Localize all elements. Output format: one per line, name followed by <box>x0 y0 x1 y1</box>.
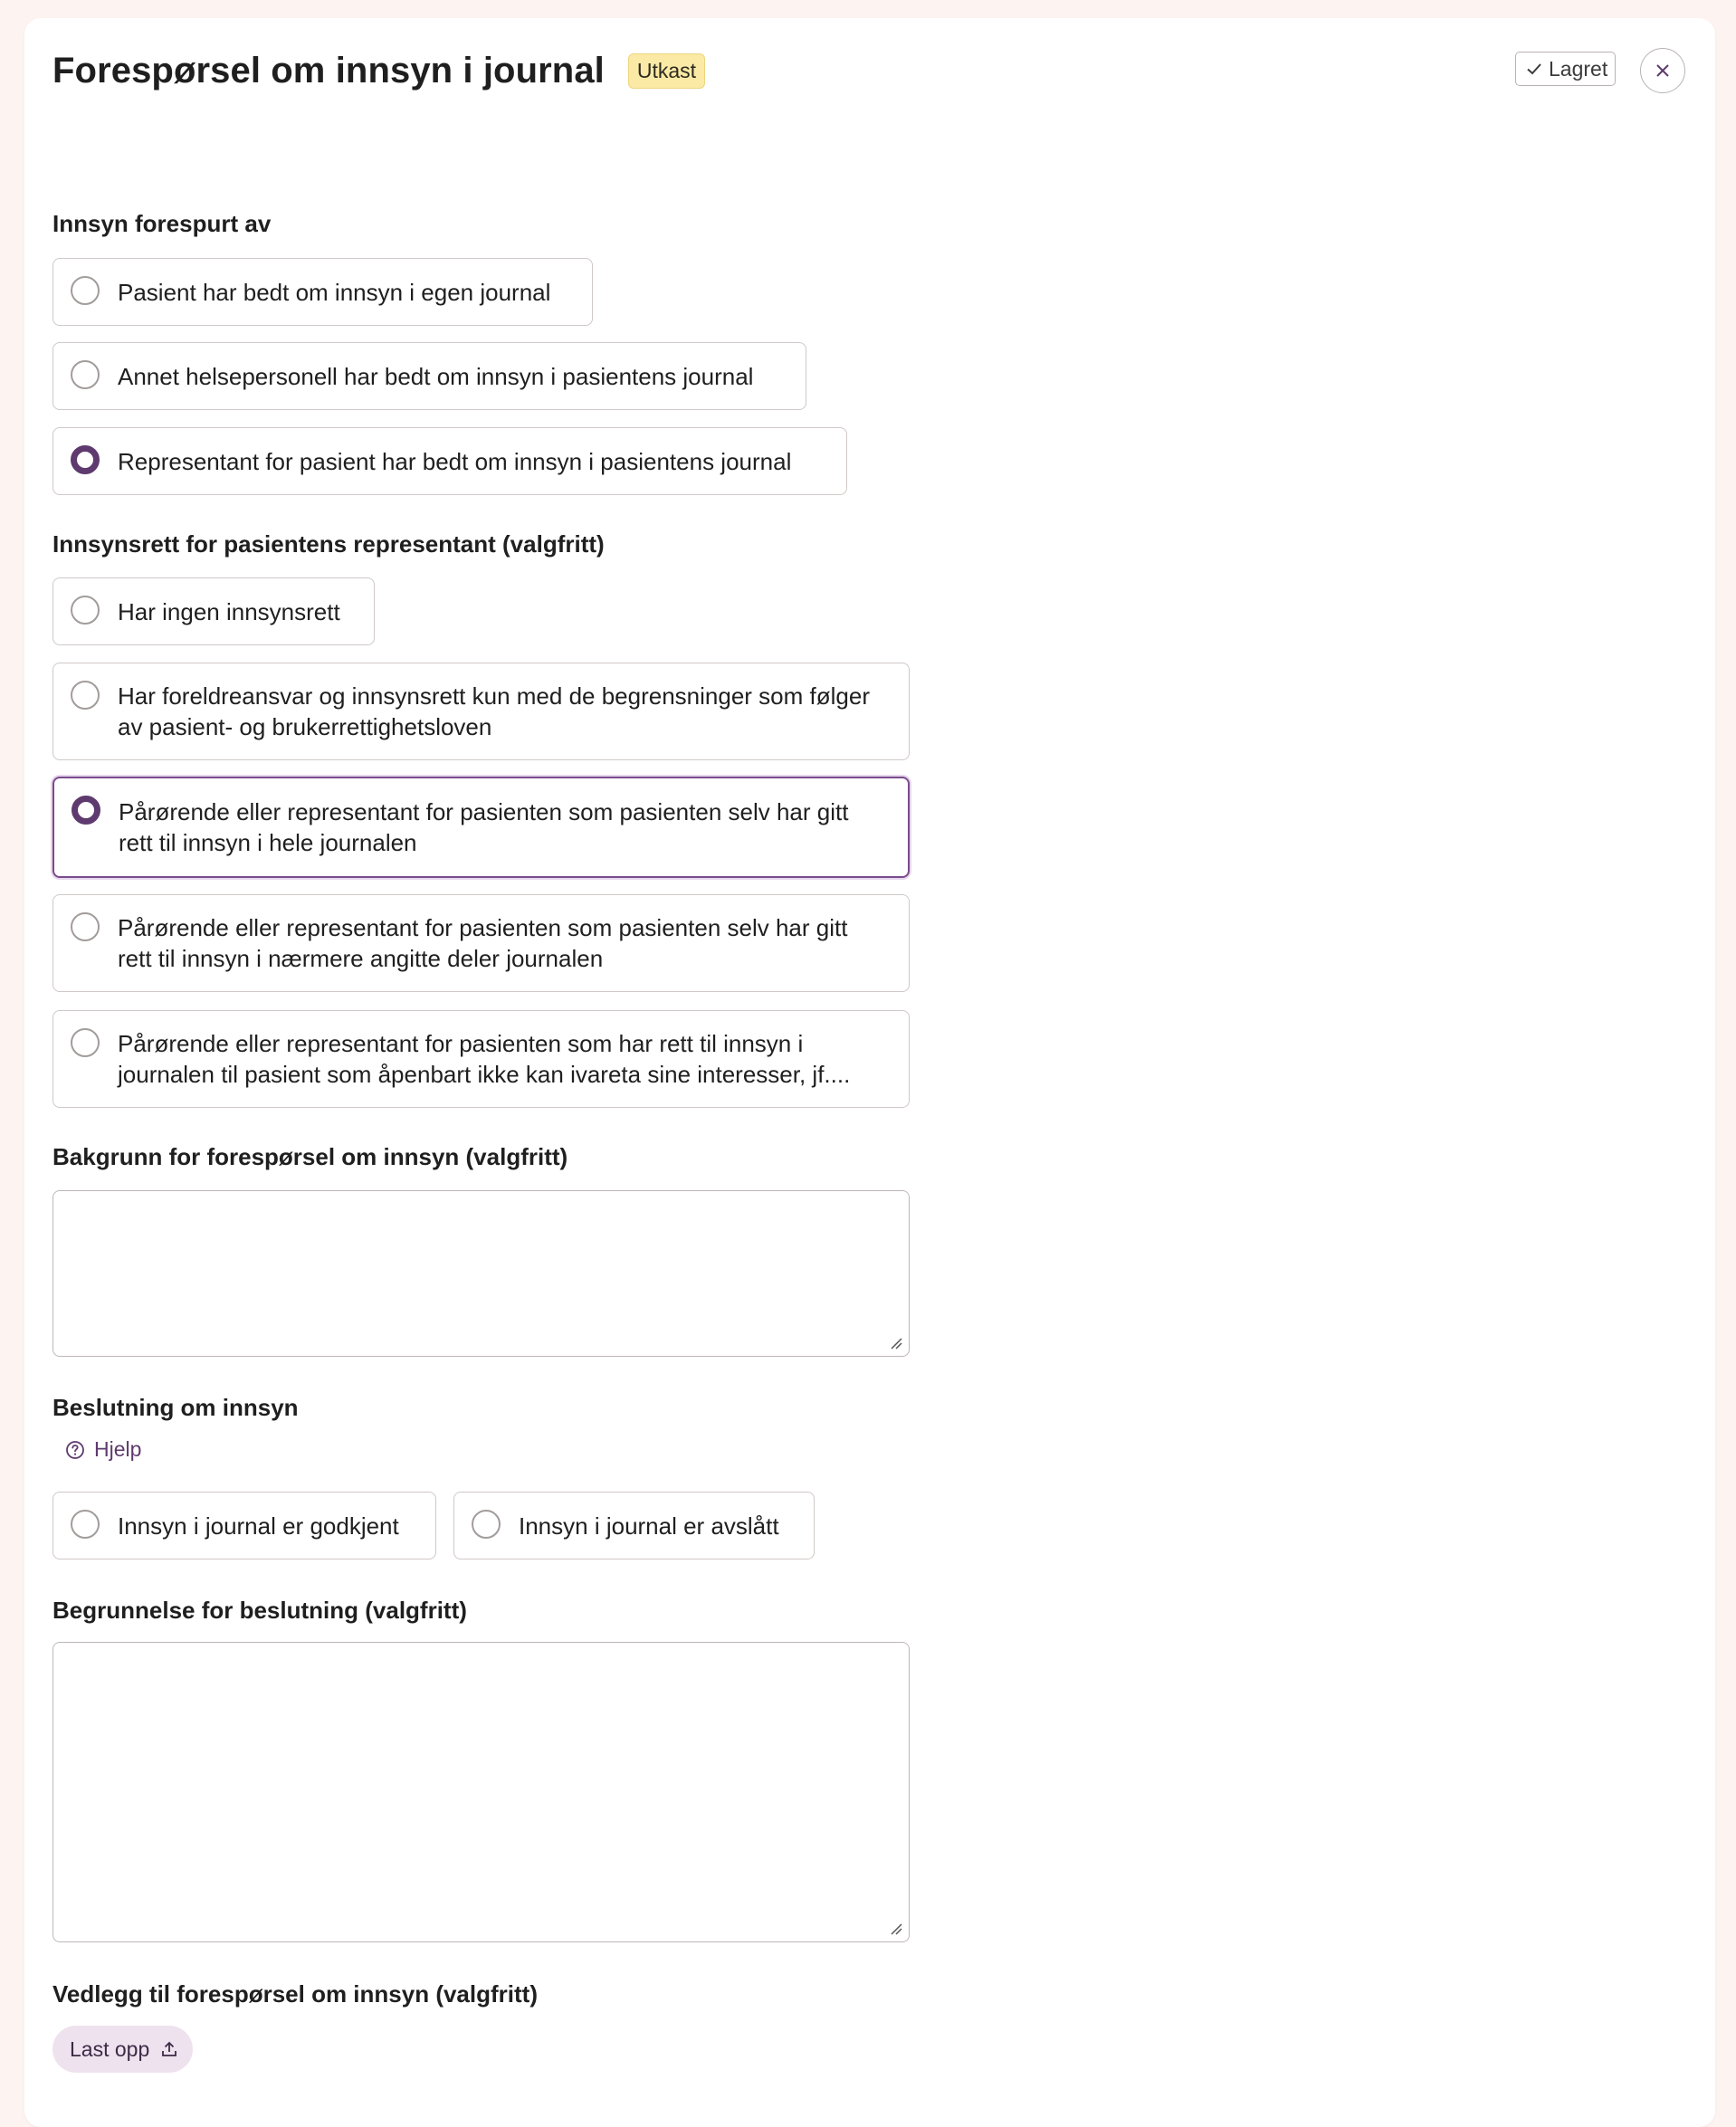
background-label: Bakgrunn for forespørsel om innsyn (valgfritt) <box>52 1143 568 1170</box>
radio-button[interactable] <box>71 681 100 710</box>
radio-button-checked[interactable] <box>72 796 100 825</box>
upload-icon <box>160 2040 178 2058</box>
upload-button[interactable] <box>52 2026 193 2073</box>
header <box>52 33 705 109</box>
option-label: Har ingen innsynsrett <box>118 597 340 625</box>
decision-label: Beslutning om innsyn <box>52 1394 299 1421</box>
decision-reason-label: Begrunnelse for beslutning (valgfritt) <box>52 1597 467 1624</box>
option-label: Annet helsepersonell har bedt om innsyn i pasientens journal <box>118 362 754 390</box>
option-partial-journal-access[interactable] <box>52 894 910 992</box>
radio-button[interactable] <box>71 276 100 305</box>
option-patient-own-journal[interactable] <box>52 258 593 326</box>
option-incapacitated-patient-access[interactable] <box>52 1010 910 1108</box>
radio-button-checked[interactable] <box>71 445 100 474</box>
page-title: Forespørsel om innsyn i journal <box>52 50 605 91</box>
option-full-journal-access[interactable] <box>52 777 910 878</box>
option-parental-responsibility[interactable] <box>52 663 910 760</box>
option-label: Innsyn i journal er avslått <box>519 1512 779 1540</box>
upload-label: Last opp <box>70 2036 150 2061</box>
attachments-label: Vedlegg til forespørsel om innsyn (valgfritt) <box>52 1980 538 2008</box>
radio-button[interactable] <box>71 1028 100 1057</box>
requested-by-label: Innsyn forespurt av <box>52 210 272 237</box>
status-badge: Utkast <box>628 53 705 89</box>
checkmark-icon <box>1525 60 1543 78</box>
option-label: Pasient har bedt om innsyn i egen journal <box>118 278 551 306</box>
option-access-denied[interactable] <box>453 1492 815 1559</box>
decision-reason-textarea[interactable] <box>52 1642 910 1942</box>
radio-button[interactable] <box>71 1510 100 1539</box>
option-other-health-personnel[interactable] <box>52 342 806 410</box>
close-button[interactable] <box>1640 48 1685 93</box>
resize-handle-icon[interactable] <box>889 1922 903 1936</box>
option-label: Innsyn i journal er godkjent <box>118 1512 399 1540</box>
option-label: Pårørende eller representant for pasienten som pasienten selv har gitt rett til innsyn i nærmere angitte deler journalen <box>118 914 848 972</box>
option-label: Pårørende eller representant for pasienten som har rett til innsyn i journalen til pasient som åpenbart ikke kan ivareta sine interesser, jf.... <box>118 1030 851 1088</box>
radio-button[interactable] <box>472 1510 501 1539</box>
question-circle-icon <box>65 1440 85 1460</box>
background-textarea[interactable] <box>52 1190 910 1357</box>
saved-label: Lagret <box>1549 56 1608 81</box>
option-label: Representant for pasient har bedt om innsyn i pasientens journal <box>118 447 792 475</box>
saved-indicator <box>1515 52 1616 86</box>
option-label: Pårørende eller representant for pasienten som pasienten selv har gitt rett til innsyn i hele journalen <box>119 798 849 856</box>
option-label: Har foreldreansvar og innsynsrett kun med de begrensninger som følger av pasient- og brukerrettighetsloven <box>118 682 870 740</box>
option-access-approved[interactable] <box>52 1492 436 1559</box>
radio-button[interactable] <box>71 596 100 625</box>
option-no-access-right[interactable] <box>52 577 375 645</box>
help-link[interactable] <box>65 1437 141 1462</box>
resize-handle-icon[interactable] <box>889 1336 903 1350</box>
radio-button[interactable] <box>71 360 100 389</box>
option-patient-representative[interactable] <box>52 427 847 495</box>
representative-rights-label: Innsynsrett for pasientens representant (valgfritt) <box>52 530 605 558</box>
radio-button[interactable] <box>71 912 100 941</box>
help-label: Hjelp <box>94 1437 142 1461</box>
close-icon <box>1654 62 1672 80</box>
